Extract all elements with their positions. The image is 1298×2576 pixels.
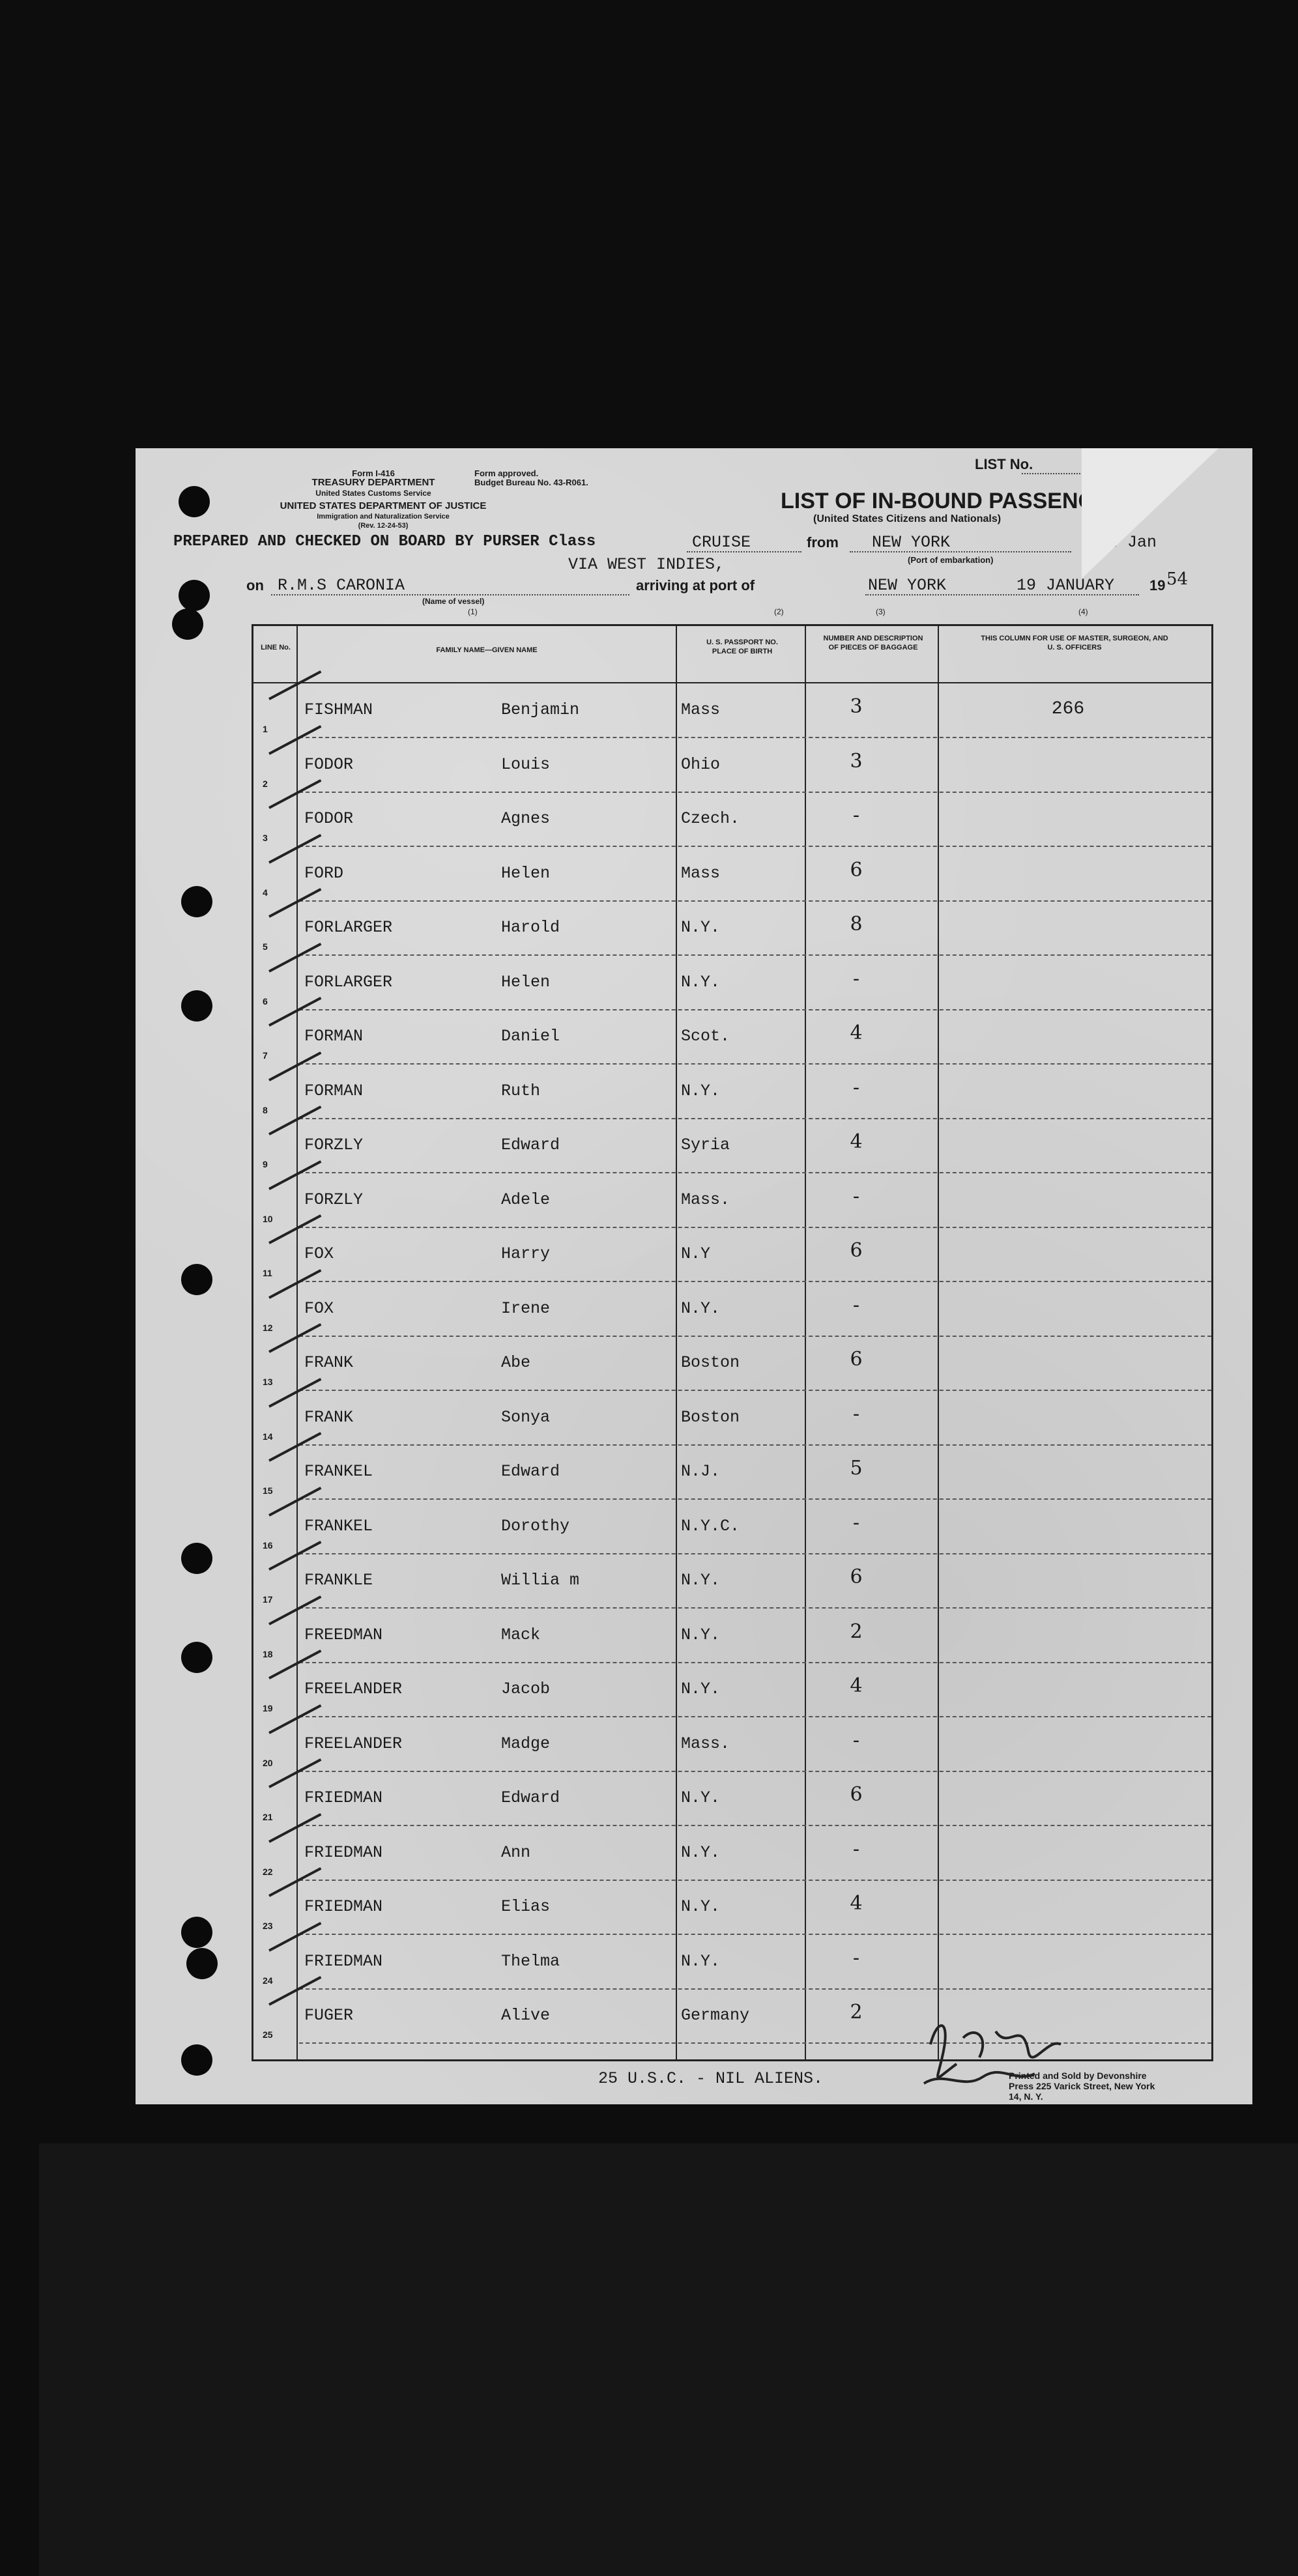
- from-label: from: [807, 534, 839, 551]
- officer-note: 266: [1051, 699, 1085, 719]
- baggage-count: 6: [850, 1566, 863, 1588]
- table-row: [253, 1445, 1211, 1500]
- place-of-birth: Mass.: [681, 1734, 730, 1753]
- scan-background: [39, 2143, 1298, 2576]
- family-name: FRIEDMAN: [304, 1897, 383, 1916]
- baggage-count: 4: [850, 1022, 863, 1044]
- baggage-count: 6: [850, 1239, 863, 1262]
- table-row: [253, 847, 1211, 902]
- binder-hole: [186, 1948, 218, 1979]
- passenger-list-form: [136, 448, 1252, 2104]
- table-row: [253, 738, 1211, 793]
- treasury-dept: TREASURY DEPARTMENT: [311, 477, 435, 488]
- given-name: Thelma: [501, 1951, 560, 1971]
- binder-hole: [172, 608, 203, 640]
- binder-hole: [181, 1543, 212, 1574]
- given-name: Edward: [501, 1788, 560, 1807]
- family-name: FORLARGER: [304, 918, 393, 937]
- table-row: [253, 1336, 1211, 1391]
- line-number: 22: [263, 1866, 273, 1877]
- given-name: Dorothy: [501, 1516, 570, 1536]
- baggage-count: 6: [850, 1783, 863, 1806]
- line-number: 24: [263, 1975, 273, 1986]
- table-row: [253, 1880, 1211, 1935]
- baggage-count: -: [852, 1728, 860, 1752]
- given-name: Harry: [501, 1244, 551, 1263]
- check-mark-icon: [268, 670, 321, 700]
- baggage-count: 2: [850, 1620, 863, 1643]
- table-row: [253, 1282, 1211, 1337]
- baggage-count: 4: [850, 1674, 863, 1697]
- table-row: [253, 1391, 1211, 1446]
- class-value: CRUISE: [692, 533, 751, 552]
- place-of-birth: N.Y.: [681, 918, 721, 937]
- place-of-birth: N.Y.: [681, 1788, 721, 1807]
- arrival-date: 19 JANUARY: [1017, 576, 1115, 595]
- given-name: Harold: [501, 918, 560, 937]
- place-of-birth: Syria: [681, 1136, 730, 1154]
- table-row: [253, 1010, 1211, 1065]
- arriving-label: arriving at port of: [636, 577, 755, 594]
- place-of-birth: N.Y.: [681, 1571, 721, 1590]
- binder-hole: [181, 990, 212, 1022]
- baggage-count: -: [852, 1402, 860, 1425]
- line-number: 20: [263, 1757, 273, 1768]
- customs-service: United States Customs Service: [315, 489, 431, 498]
- baggage-count: -: [852, 1293, 860, 1317]
- form-approved: Form approved.: [474, 468, 539, 478]
- col-name: FAMILY NAME—GIVEN NAME: [436, 646, 538, 654]
- family-name: FORD: [304, 863, 344, 883]
- table-row: [253, 956, 1211, 1010]
- family-name: FORZLY: [304, 1136, 364, 1154]
- revision-date: (Rev. 12-24-53): [358, 522, 409, 530]
- given-name: Madge: [501, 1734, 551, 1753]
- baggage-count: 8: [850, 913, 863, 936]
- line-number: 11: [263, 1268, 272, 1278]
- line-number: 4: [263, 887, 268, 898]
- col-line-no: LINE No.: [261, 644, 291, 651]
- line-number: 14: [263, 1431, 273, 1442]
- printer-imprint: Printed and Sold by Devonshire Press 225 Varick Street, New York 14, N. Y.: [1009, 2070, 1155, 2102]
- budget-bureau: Budget Bureau No. 43-R061.: [474, 478, 588, 487]
- port-embark-caption: (Port of embarkation): [908, 555, 994, 565]
- binder-hole: [179, 486, 210, 517]
- family-name: FRIEDMAN: [304, 1842, 383, 1862]
- line-number: 7: [263, 1050, 268, 1061]
- place-of-birth: Mass: [681, 863, 721, 883]
- baggage-count: 6: [850, 858, 863, 881]
- given-name: Alive: [501, 2006, 551, 2025]
- table-row: [253, 1935, 1211, 1990]
- table-row: [253, 1771, 1211, 1826]
- family-name: FRANKEL: [304, 1516, 373, 1536]
- given-name: Edward: [501, 1462, 560, 1481]
- vessel-caption: (Name of vessel): [422, 597, 485, 606]
- family-name: FREELANDER: [304, 1734, 403, 1753]
- family-name: FRANKLE: [304, 1571, 373, 1590]
- line-number: 19: [263, 1703, 273, 1713]
- place-of-birth: N.Y.: [681, 1081, 721, 1100]
- place-of-birth: N.Y.: [681, 1298, 721, 1318]
- line-number: 8: [263, 1104, 268, 1115]
- baggage-count: 2: [850, 2001, 863, 2024]
- family-name: FUGER: [304, 2006, 354, 2025]
- baggage-count: -: [852, 1076, 860, 1099]
- footer-note: 25 U.S.C. - NIL ALIENS.: [598, 2069, 824, 2088]
- table-row: [253, 1227, 1211, 1282]
- line-number: 12: [263, 1322, 273, 1333]
- passenger-table: [252, 624, 1213, 2061]
- given-name: Jacob: [501, 1680, 551, 1698]
- line-number: 9: [263, 1159, 268, 1169]
- baggage-count: -: [852, 967, 860, 990]
- place-of-birth: Boston: [681, 1353, 740, 1372]
- baggage-count: -: [852, 804, 860, 827]
- baggage-count: 6: [850, 1348, 863, 1371]
- form-number: Form I-416: [352, 468, 395, 478]
- baggage-count: -: [852, 1837, 860, 1861]
- from-line: [850, 551, 1071, 552]
- given-name: Sonya: [501, 1407, 551, 1427]
- table-row: [253, 1065, 1211, 1119]
- place-of-birth: Boston: [681, 1407, 740, 1427]
- place-of-birth: N.Y.: [681, 1625, 721, 1644]
- place-of-birth: N.Y.: [681, 1897, 721, 1916]
- binder-hole: [179, 580, 210, 611]
- given-name: Agnes: [501, 809, 551, 828]
- baggage-count: 3: [850, 749, 863, 773]
- given-name: Edward: [501, 1136, 560, 1154]
- baggage-count: 3: [850, 695, 863, 718]
- via-route: VIA WEST INDIES,: [568, 555, 725, 574]
- caption-1: (1): [468, 607, 478, 616]
- place-of-birth: Mass.: [681, 1190, 730, 1209]
- vessel-name: R.M.S CARONIA: [278, 576, 405, 595]
- family-name: FRIEDMAN: [304, 1951, 383, 1971]
- baggage-count: -: [852, 1511, 860, 1534]
- line-number: 17: [263, 1594, 273, 1605]
- family-name: FODOR: [304, 754, 354, 774]
- given-name: Benjamin: [501, 700, 580, 719]
- given-name: Adele: [501, 1190, 551, 1209]
- line-number: 25: [263, 2029, 273, 2040]
- given-name: Helen: [501, 863, 551, 883]
- place-of-birth: Ohio: [681, 754, 721, 774]
- family-name: FREELANDER: [304, 1680, 403, 1698]
- table-row: [253, 1663, 1211, 1717]
- given-name: Irene: [501, 1298, 551, 1318]
- line-number: 6: [263, 995, 268, 1007]
- page-subtitle: (United States Citizens and Nationals): [813, 513, 1002, 524]
- table-row: [253, 1826, 1211, 1881]
- col-baggage: NUMBER AND DESCRIPTION OF PIECES OF BAGGAGE: [823, 635, 923, 651]
- folded-corner: [1082, 448, 1219, 579]
- line-number: 23: [263, 1921, 273, 1931]
- place-of-birth: N.J.: [681, 1462, 721, 1481]
- caption-4: (4): [1078, 607, 1088, 616]
- justice-dept: UNITED STATES DEPARTMENT OF JUSTICE: [280, 500, 487, 511]
- given-name: Ann: [501, 1842, 531, 1862]
- caption-2: (2): [774, 607, 784, 616]
- baggage-count: 4: [850, 1892, 863, 1915]
- col-officers: THIS COLUMN FOR USE OF MASTER, SURGEON, AND U. S. OFFICERS: [981, 635, 1168, 651]
- table-row: [253, 1609, 1211, 1663]
- table-row: [253, 1500, 1211, 1554]
- given-name: Willia m: [501, 1571, 580, 1590]
- place-of-birth: Mass: [681, 700, 721, 719]
- place-of-birth: N.Y: [681, 1244, 711, 1263]
- prepared-label: PREPARED AND CHECKED ON BOARD BY PURSER Class: [173, 533, 596, 551]
- year-prefix: 19: [1149, 577, 1166, 594]
- table-row: [253, 1173, 1211, 1228]
- baggage-count: 5: [850, 1457, 863, 1480]
- line-number: 21: [263, 1812, 273, 1822]
- line-number: 3: [263, 833, 268, 843]
- given-name: Abe: [501, 1353, 531, 1372]
- binder-hole: [181, 2044, 212, 2076]
- year-suffix: 54: [1166, 569, 1189, 589]
- place-of-birth: N.Y.: [681, 1842, 721, 1862]
- ins-service: Immigration and Naturalization Service: [317, 513, 450, 521]
- col-passport: U. S. PASSPORT NO. PLACE OF BIRTH: [706, 638, 778, 655]
- family-name: FORMAN: [304, 1027, 364, 1046]
- family-name: FORLARGER: [304, 972, 393, 992]
- handwritten-signature: [917, 2012, 1113, 2097]
- page-title: LIST OF IN-BOUND PASSENGERS: [781, 489, 1141, 513]
- family-name: FORZLY: [304, 1190, 364, 1209]
- binder-hole: [181, 1642, 212, 1673]
- binder-hole: [181, 1917, 212, 1948]
- class-line: [687, 551, 801, 552]
- on-label: on: [246, 577, 264, 594]
- given-name: Louis: [501, 754, 551, 774]
- place-of-birth: N.Y.: [681, 972, 721, 992]
- place-of-birth: Czech.: [681, 809, 740, 828]
- line-number: 13: [263, 1377, 273, 1387]
- baggage-count: -: [852, 1184, 860, 1208]
- family-name: FRANKEL: [304, 1462, 373, 1481]
- place-of-birth: N.Y.C.: [681, 1516, 740, 1536]
- family-name: FISHMAN: [304, 700, 373, 719]
- family-name: FRANK: [304, 1407, 354, 1427]
- table-row: [253, 792, 1211, 847]
- family-name: FRANK: [304, 1353, 354, 1372]
- binder-hole: [181, 886, 212, 917]
- caption-3: (3): [876, 607, 886, 616]
- given-name: Daniel: [501, 1027, 560, 1046]
- family-name: FREEDMAN: [304, 1625, 383, 1644]
- given-name: Helen: [501, 972, 551, 992]
- given-name: Ruth: [501, 1081, 541, 1100]
- from-port: NEW YORK: [872, 533, 951, 552]
- family-name: FORMAN: [304, 1081, 364, 1100]
- given-name: Elias: [501, 1897, 551, 1916]
- line-number: 18: [263, 1648, 273, 1659]
- line-number: 5: [263, 941, 268, 952]
- embark-date: 6th Jan: [1088, 533, 1157, 552]
- family-name: FOX: [304, 1244, 334, 1263]
- table-row: [253, 683, 1211, 738]
- place-of-birth: N.Y.: [681, 1951, 721, 1971]
- line-number: 10: [263, 1213, 273, 1224]
- baggage-count: 4: [850, 1130, 863, 1153]
- arrival-port: NEW YORK: [868, 576, 947, 595]
- arrival-line: [865, 594, 1139, 595]
- table-row: [253, 901, 1211, 956]
- list-number-label: LIST No.: [975, 456, 1033, 472]
- baggage-count: -: [852, 1946, 860, 1969]
- line-number: 16: [263, 1539, 273, 1551]
- vessel-line: [271, 594, 629, 595]
- binder-hole: [181, 1264, 212, 1295]
- line-number: 1: [263, 724, 268, 734]
- line-number: 2: [263, 778, 268, 789]
- family-name: FODOR: [304, 809, 354, 828]
- given-name: Mack: [501, 1625, 541, 1644]
- place-of-birth: Germany: [681, 2006, 750, 2025]
- line-number: 15: [263, 1485, 273, 1496]
- table-row: [253, 1717, 1211, 1772]
- table-row: [253, 1119, 1211, 1173]
- table-row: [253, 1554, 1211, 1609]
- place-of-birth: N.Y.: [681, 1680, 721, 1698]
- family-name: FRIEDMAN: [304, 1788, 383, 1807]
- place-of-birth: Scot.: [681, 1027, 730, 1046]
- family-name: FOX: [304, 1298, 334, 1318]
